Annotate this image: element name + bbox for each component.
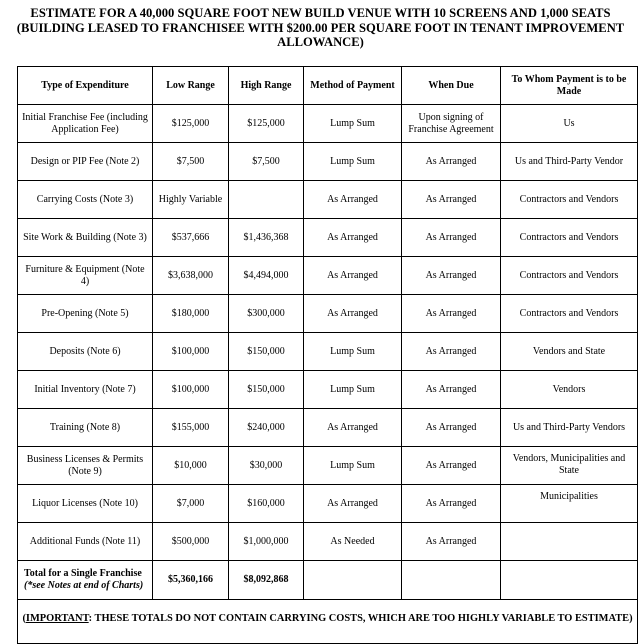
important-note <box>18 600 638 644</box>
cell-method: As Needed <box>304 523 402 561</box>
cell-high: $240,000 <box>229 409 304 447</box>
document-title <box>0 6 641 50</box>
cell-whom: Vendors <box>501 371 638 409</box>
total-label-cell <box>18 561 153 600</box>
cell-low: $537,666 <box>153 219 229 257</box>
cell-high: $1,436,368 <box>229 219 304 257</box>
cell-when: As Arranged <box>402 181 501 219</box>
cell-type: Site Work & Building (Note 3) <box>18 219 153 257</box>
cell-method: Lump Sum <box>304 143 402 181</box>
cell-low: $155,000 <box>153 409 229 447</box>
cell-method: As Arranged <box>304 409 402 447</box>
cell-low: $125,000 <box>153 105 229 143</box>
cell-whom: Vendors, Municipalities and State <box>501 447 638 485</box>
cell-when: As Arranged <box>402 295 501 333</box>
cell-high: $4,494,000 <box>229 257 304 295</box>
cell-type: Design or PIP Fee (Note 2) <box>18 143 153 181</box>
cell-method: Lump Sum <box>304 371 402 409</box>
cell-type: Liquor Licenses (Note 10) <box>18 485 153 523</box>
table-row <box>18 485 638 523</box>
cell-high: $150,000 <box>229 371 304 409</box>
cell-whom <box>501 523 638 561</box>
cell-type: Training (Note 8) <box>18 409 153 447</box>
header-type: Type of Expenditure <box>18 67 153 105</box>
cell-type: Pre-Opening (Note 5) <box>18 295 153 333</box>
cell-when: As Arranged <box>402 257 501 295</box>
cell-when: As Arranged <box>402 333 501 371</box>
cell-whom: Contractors and Vendors <box>501 181 638 219</box>
cell-when: As Arranged <box>402 219 501 257</box>
total-empty-cell <box>304 561 402 600</box>
cell-whom: Municipalities <box>501 485 638 523</box>
total-high: $8,092,868 <box>229 561 304 600</box>
cell-when: As Arranged <box>402 447 501 485</box>
total-label: Total for a Single Franchise <box>24 568 142 579</box>
table-row <box>18 219 638 257</box>
cell-type: Carrying Costs (Note 3) <box>18 181 153 219</box>
table-row <box>18 447 638 485</box>
cell-method: Lump Sum <box>304 333 402 371</box>
cell-whom: Us and Third-Party Vendor <box>501 143 638 181</box>
table-row <box>18 295 638 333</box>
cell-high: $1,000,000 <box>229 523 304 561</box>
table-row <box>18 333 638 371</box>
cell-low: $100,000 <box>153 371 229 409</box>
table-row <box>18 523 638 561</box>
note-open: ( <box>22 612 26 624</box>
cell-whom: Contractors and Vendors <box>501 295 638 333</box>
total-low: $5,360,166 <box>153 561 229 600</box>
title-line-1: ESTIMATE FOR A 40,000 SQUARE FOOT NEW BUILD VENUE WITH 10 SCREENS AND 1,000 SEATS <box>30 6 611 20</box>
title-line-2: (BUILDING LEASED TO FRANCHISEE WITH $200.00 PER SQUARE FOOT IN TENANT IMPROVEMENT <box>16 20 625 35</box>
cell-low: Highly Variable <box>153 181 229 219</box>
cell-whom: Us and Third-Party Vendors <box>501 409 638 447</box>
cell-type: Furniture & Equipment (Note 4) <box>18 257 153 295</box>
cell-when: As Arranged <box>402 143 501 181</box>
header-high-range: High Range <box>229 67 304 105</box>
cell-low: $180,000 <box>153 295 229 333</box>
cell-type: Deposits (Note 6) <box>18 333 153 371</box>
cell-high <box>229 181 304 219</box>
title-line-3: ALLOWANCE) <box>277 35 364 50</box>
cell-high: $125,000 <box>229 105 304 143</box>
cell-when: Upon signing of Franchise Agreement <box>402 105 501 143</box>
total-empty-cell <box>402 561 501 600</box>
cell-high: $150,000 <box>229 333 304 371</box>
note-important-label: IMPORTANT <box>25 612 89 624</box>
cell-high: $300,000 <box>229 295 304 333</box>
table-row <box>18 143 638 181</box>
important-note-row <box>18 600 638 644</box>
cell-low: $500,000 <box>153 523 229 561</box>
header-method: Method of Payment <box>304 67 402 105</box>
cell-method: Lump Sum <box>304 447 402 485</box>
cell-type: Initial Franchise Fee (including Application Fee) <box>18 105 153 143</box>
cell-whom: Us <box>501 105 638 143</box>
cell-type: Additional Funds (Note 11) <box>18 523 153 561</box>
cell-low: $100,000 <box>153 333 229 371</box>
expenditure-table <box>17 66 638 644</box>
cell-type: Initial Inventory (Note 7) <box>18 371 153 409</box>
cell-method: As Arranged <box>304 219 402 257</box>
header-low-range: Low Range <box>153 67 229 105</box>
cell-low: $7,500 <box>153 143 229 181</box>
cell-high: $30,000 <box>229 447 304 485</box>
cell-when: As Arranged <box>402 523 501 561</box>
cell-when: As Arranged <box>402 409 501 447</box>
table-row <box>18 409 638 447</box>
total-sublabel: (*see Notes at end of Charts) <box>24 580 144 591</box>
cell-whom: Contractors and Vendors <box>501 219 638 257</box>
cell-method: As Arranged <box>304 181 402 219</box>
header-when-due: When Due <box>402 67 501 105</box>
note-text: : THESE TOTALS DO NOT CONTAIN CARRYING COSTS, WHICH ARE TOO HIGHLY VARIABLE TO ESTIMATE) <box>88 612 633 624</box>
cell-high: $7,500 <box>229 143 304 181</box>
cell-low: $7,000 <box>153 485 229 523</box>
table-row <box>18 181 638 219</box>
table-row <box>18 257 638 295</box>
total-empty-cell <box>501 561 638 600</box>
cell-low: $10,000 <box>153 447 229 485</box>
cell-whom: Vendors and State <box>501 333 638 371</box>
cell-low: $3,638,000 <box>153 257 229 295</box>
cell-high: $160,000 <box>229 485 304 523</box>
cell-method: As Arranged <box>304 485 402 523</box>
cell-method: As Arranged <box>304 257 402 295</box>
cell-method: As Arranged <box>304 295 402 333</box>
cell-when: As Arranged <box>402 371 501 409</box>
table-row <box>18 105 638 143</box>
cell-method: Lump Sum <box>304 105 402 143</box>
table-header-row <box>18 67 638 105</box>
cell-type: Business Licenses & Permits (Note 9) <box>18 447 153 485</box>
cell-whom: Contractors and Vendors <box>501 257 638 295</box>
table-row <box>18 371 638 409</box>
cell-when: As Arranged <box>402 485 501 523</box>
header-to-whom: To Whom Payment is to be Made <box>501 67 638 105</box>
total-row <box>18 561 638 600</box>
